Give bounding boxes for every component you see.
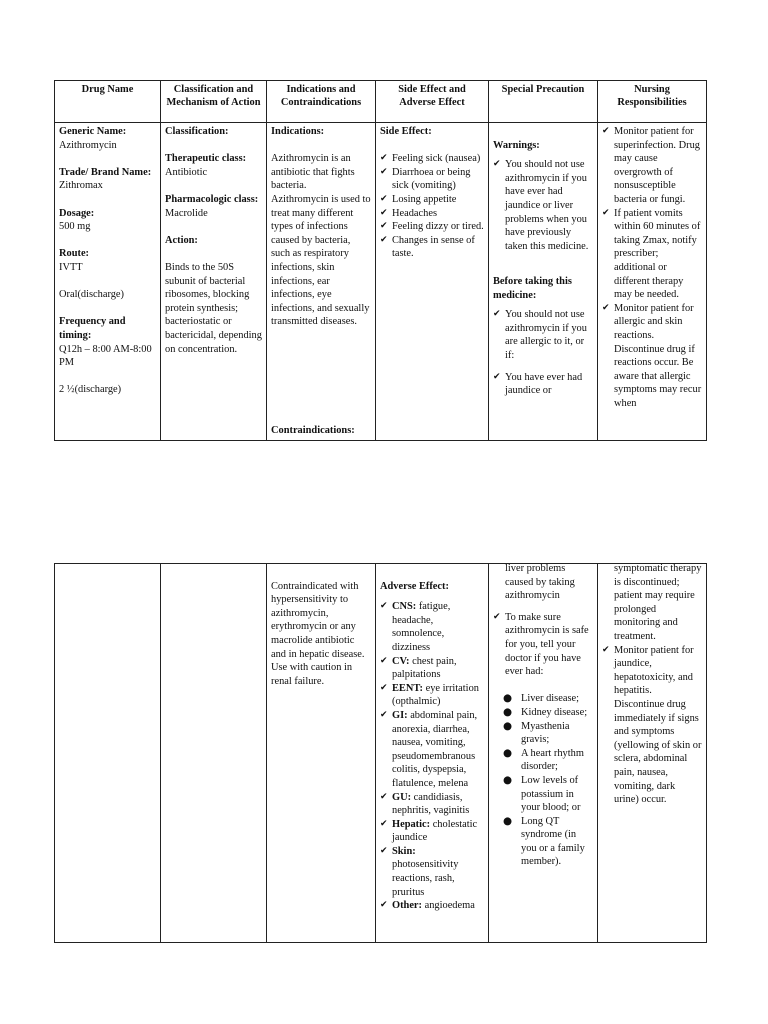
side-effect-label: Side Effect: — [380, 126, 432, 137]
bullet-icon: ● — [503, 746, 513, 759]
check-icon: ✔ — [602, 644, 610, 655]
classification-cell — [161, 123, 267, 441]
check-icon: ✔ — [380, 900, 388, 911]
table-row — [55, 564, 707, 943]
nursing-continued-text: symptomatic therapy is discontinued; patient may require prolonged monitoring and treatment. — [614, 563, 702, 642]
pharmacologic-class-label: Pharmacologic class: — [165, 193, 259, 205]
warnings-label: Warnings: — [493, 139, 540, 151]
check-icon: ✔ — [380, 207, 388, 218]
check-icon: ✔ — [380, 193, 388, 204]
check-icon: ✔ — [493, 371, 501, 382]
contraindications-label: Contraindications: — [271, 425, 355, 437]
precaution-continued-list — [493, 611, 593, 679]
before-taking-list — [493, 308, 593, 398]
check-icon: ✔ — [380, 601, 388, 612]
nursing-continued-cell — [598, 564, 707, 943]
bullet-icon: ● — [503, 814, 513, 827]
list-item: ● Long QT syndrome (in you or a family member). — [503, 814, 585, 868]
check-icon: ✔ — [380, 166, 388, 177]
list-item: ✔ Monitor patient for jaundice, hepatotoxicity, and hepatitis. Discontinue drug immediately if signs and symptoms (yellowing of skin or sclera, abdominal pain, nausea, vomiting, dark urine) occur. — [602, 644, 702, 806]
list-item: ✔ Changes in sense of taste. — [380, 234, 475, 260]
adverse-effect-cell — [376, 564, 489, 943]
check-icon: ✔ — [380, 234, 388, 245]
dosage-label: Dosage: — [59, 207, 95, 219]
check-icon: ✔ — [380, 682, 388, 693]
bullet-icon: ● — [503, 692, 513, 705]
header-side-effect: Side Effect and Adverse Effect — [376, 81, 489, 123]
classification-label: Classification: — [165, 126, 229, 137]
side-effect-list — [380, 152, 484, 261]
dosage: 500 mg — [59, 221, 91, 233]
generic-name-label: Generic Name: — [59, 126, 127, 137]
indications-label: Indications: — [271, 126, 325, 137]
check-icon: ✔ — [493, 309, 501, 320]
before-taking-label: Before taking this medicine: — [493, 275, 572, 301]
list-item: ✔ Headaches — [380, 207, 437, 219]
list-item: ✔ GI: abdominal pain, anorexia, diarrhea, nausea, vomiting, pseudomembranous colitis, dyspepsia, flatulence, melena — [380, 709, 478, 789]
header-classification: Classification and Mechanism of Action — [161, 81, 267, 123]
list-item: ✔ You should not use azithromycin if you have ever had jaundice or liver problems when you have previously taken this medicine. — [493, 159, 589, 252]
list-item: ✔ EENT: eye irritation (opthalmic) — [380, 682, 479, 708]
check-icon: ✔ — [380, 709, 388, 720]
trade-name-label: Trade/ Brand Name: — [59, 166, 152, 178]
drug-name-cell — [55, 123, 161, 441]
list-item: ✔ You have ever had jaundice or — [493, 371, 583, 397]
medical-history-list — [493, 692, 593, 869]
route-oral: Oral(discharge) — [59, 289, 125, 301]
header-indications: Indications and Contraindications — [267, 81, 376, 123]
list-item: ✔ Hepatic: cholestatic jaundice — [380, 818, 478, 844]
check-icon: ✔ — [380, 818, 388, 829]
check-icon: ✔ — [602, 126, 610, 136]
contraindication-text-1: Contraindicated with hypersensitivity to azithromycin, erythromycin or any macrolide antibiotic and in hepatic disease. — [271, 580, 365, 660]
trade-name: Zithromax — [59, 180, 103, 192]
warnings-list — [493, 158, 593, 253]
mechanism-of-action: Binds to the 50S subunit of bacterial ribosomes, blocking protein synthesis; bacteriostatic or bactericidal, depending on concentration. — [165, 261, 262, 355]
route-ivtt: IVTT — [59, 261, 83, 273]
list-item: ✔ Diarrhoea or being sick (vomiting) — [380, 166, 471, 192]
check-icon: ✔ — [602, 302, 610, 313]
bullet-icon: ● — [503, 719, 513, 732]
list-item: ● Myasthenia gravis; — [503, 719, 570, 746]
list-item: ✔ If patient vomits within 60 minutes of taking Zmax, notify prescriber; additional or different therapy may be needed. — [602, 207, 701, 301]
bullet-icon: ● — [503, 773, 513, 786]
drug-study-table-page1 — [54, 80, 707, 441]
drug-study-table-page2 — [54, 563, 707, 943]
header-special-precaution: Special Precaution — [489, 81, 598, 123]
list-item: ● Kidney disease; — [503, 705, 588, 718]
list-item: ✔ Losing appetite — [380, 193, 457, 205]
frequency-discharge: 2 ½(discharge) — [59, 384, 122, 396]
check-icon: ✔ — [602, 207, 610, 218]
check-icon: ✔ — [380, 791, 388, 802]
list-item: ✔ Feeling sick (nausea) — [380, 153, 481, 165]
list-item: ✔ Other: angioedema — [380, 900, 475, 912]
check-icon: ✔ — [380, 153, 388, 164]
special-precaution-cell — [489, 123, 598, 441]
check-icon: ✔ — [493, 611, 501, 622]
indication-text-1: Azithromycin is an antibiotic that fights bacteria. — [271, 153, 355, 192]
header-row — [55, 81, 707, 123]
pharmacologic-class: Macrolide — [165, 207, 208, 219]
indication-text-2: Azithromycin is used to treat many different types of infections caused by bacteria, such as respiratory infections, skin infections, ear infections, eye infections, and sexually transmitted diseases. — [271, 193, 371, 328]
header-drug-name: Drug Name — [55, 81, 161, 123]
generic-name: Azithromycin — [59, 139, 117, 151]
drug-name-cell-empty — [55, 564, 161, 943]
check-icon: ✔ — [380, 845, 388, 856]
precaution-continued-text: liver problems caused by taking azithromycin — [505, 563, 575, 602]
check-icon: ✔ — [380, 655, 388, 666]
adverse-effect-label: Adverse Effect: — [380, 580, 449, 592]
list-item: ✔ Monitor patient for allergic and skin reactions. Discontinue drug if reactions occur. Be aware that allergic symptoms may recur when — [602, 302, 702, 409]
table-row — [55, 123, 707, 441]
adverse-effect-list — [380, 600, 484, 913]
list-item: ● Low levels of potassium in your blood; or — [503, 773, 581, 814]
nursing-list — [602, 125, 702, 410]
nursing-cell — [598, 123, 707, 441]
route-label: Route: — [59, 248, 90, 260]
bullet-icon: ● — [503, 705, 513, 718]
classification-cell-empty — [161, 564, 267, 943]
therapeutic-class-label: Therapeutic class: — [165, 153, 247, 165]
indications-cell — [267, 123, 376, 441]
list-item: ✔ Skin: photosensitivity reactions, rash, pruritus — [380, 845, 459, 898]
list-item: ✔ Monitor patient for superinfection. Drug may cause overgrowth of nonsusceptible bacteria or fungi. — [602, 126, 700, 205]
frequency: Q12h – 8:00 AM-8:00 PM — [59, 343, 152, 369]
list-item: ● A heart rhythm disorder; — [503, 746, 584, 773]
side-effect-cell — [376, 123, 489, 441]
therapeutic-class: Antibiotic — [165, 166, 208, 178]
list-item: ✔ CNS: fatigue, headache, somnolence, dizziness — [380, 601, 451, 653]
list-item: ✔ GU: candidiasis, nephritis, vaginitis — [380, 791, 470, 817]
frequency-label: Frequency and timing: — [59, 316, 126, 341]
contraindications-cell — [267, 564, 376, 943]
list-item: ✔ CV: chest pain, palpitations — [380, 655, 457, 681]
nursing-continued-list — [602, 644, 702, 807]
list-item: ✔ Feeling dizzy or tired. — [380, 221, 484, 233]
list-item: ✔ You should not use azithromycin if you are allergic to it, or if: — [493, 309, 587, 361]
list-item: ● Liver disease; — [503, 692, 579, 705]
header-nursing: Nursing Responsibilities — [598, 81, 707, 123]
check-icon: ✔ — [380, 221, 388, 232]
precaution-continued-cell — [489, 564, 598, 943]
check-icon: ✔ — [493, 159, 501, 170]
contraindication-text-2: Use with caution in renal failure. — [271, 662, 353, 687]
action-label: Action: — [165, 234, 198, 246]
list-item: ✔ To make sure azithromycin is safe for you, tell your doctor if you have ever had: — [493, 611, 589, 678]
